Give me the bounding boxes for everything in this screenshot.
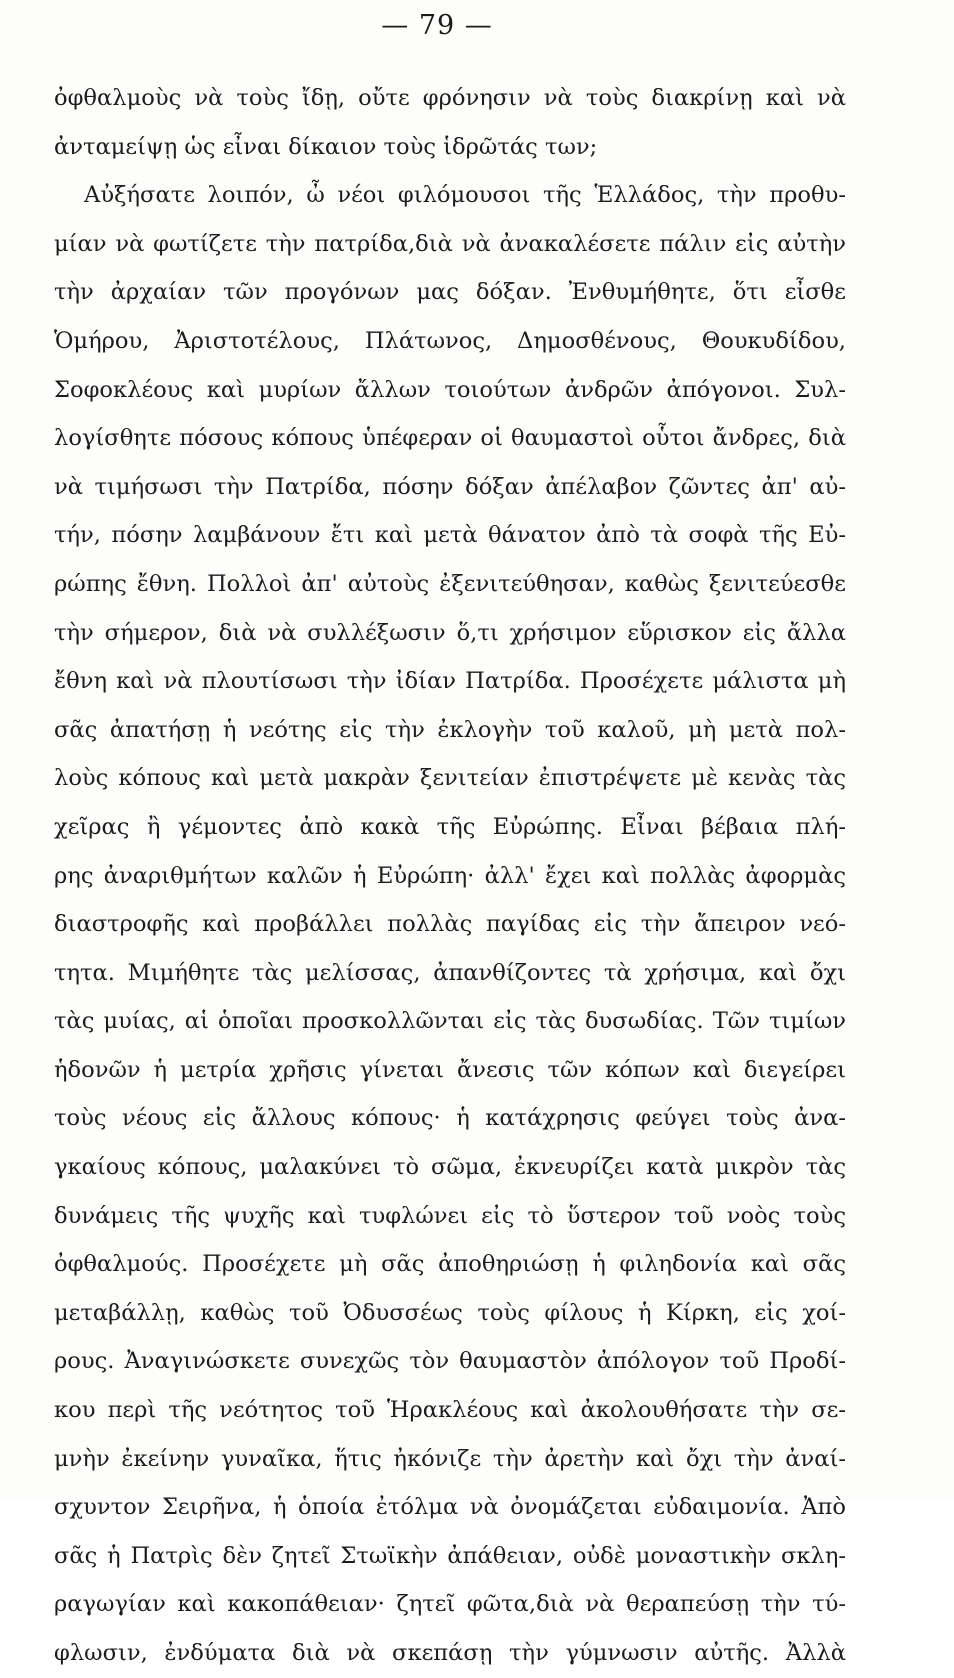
text-line: ρώπης ἔθνη. Πολλοὶ ἀπ' αὐτοὺς ἐξενιτεύθησαν, καθὼς ξενιτεύεσθε [54,570,846,597]
text-line: σᾶς ἀπατήσῃ ἡ νεότης εἰς τὴν ἐκλογὴν τοῦ καλοῦ, μὴ μετὰ πολ- [54,716,846,743]
text-line: σᾶς ἡ Πατρὶς δὲν ζητεῖ Στωϊκὴν ἀπάθειαν, οὐδὲ μοναστικὴν σκλη- [54,1542,846,1569]
text-line: φλωσιν, ἐνδύματα διὰ νὰ σκεπάσῃ τὴν γύμνωσιν αὐτῆς. Ἀλλὰ [54,1640,846,1666]
text-line: Αὐξήσατε λοιπόν, ὦ νέοι φιλόμουσοι τῆς Ἑλλάδος, τὴν προθυ- [84,182,846,209]
text-line: ἡδονῶν ἡ μετρία χρῆσις γίνεται ἄνεσις τῶν κόπων καὶ διεγείρει [54,1056,846,1083]
body-text [54,74,846,1678]
text-line: τήν, πόσην λαμβάνουν ἔτι καὶ μετὰ θάνατον ἀπὸ τὰ σοφὰ τῆς Εὐ- [54,522,846,549]
text-line: Σοφοκλέους καὶ μυρίων ἄλλων τοιούτων ἀνδρῶν ἀπόγονοι. Συλ- [54,376,846,403]
text-line: ραγωγίαν καὶ κακοπάθειαν· ζητεῖ φῶτα,διὰ νὰ θεραπεύσῃ τὴν τύ- [54,1591,846,1618]
text-line: τὴν ἀρχαίαν τῶν προγόνων μας δόξαν. Ἐνθυμήθητε, ὅτι εἶσθε [54,279,846,306]
text-line: τὴν σήμερον, διὰ νὰ συλλέξωσιν ὅ,τι χρήσιμον εὕρισκον εἰς ἄλλα [54,619,846,646]
text-line: μνὴν ἐκείνην γυναῖκα, ἥτις ἠκόνιζε τὴν ἀρετὴν καὶ ὄχι τὴν ἀναί- [54,1445,846,1472]
text-line: τοὺς νέους εἰς ἄλλους κόπους· ἡ κατάχρησις φεύγει τοὺς ἀνα- [54,1105,846,1132]
text-line: μεταβάλλῃ, καθὼς τοῦ Ὀδυσσέως τοὺς φίλους ἡ Κίρκη, εἰς χοί- [54,1299,846,1326]
text-line: ὀφθαλμούς. Προσέχετε μὴ σᾶς ἀποθηριώσῃ ἡ φιληδονία καὶ σᾶς [54,1251,846,1278]
text-line: ὀφθαλμοὺς νὰ τοὺς ἴδῃ, οὔτε φρόνησιν νὰ τοὺς διακρίνῃ καὶ νὰ [54,85,846,111]
text-line: ρης ἀναριθμήτων καλῶν ἡ Εὐρώπη· ἀλλ' ἔχει καὶ πολλὰς ἀφορμὰς [54,862,846,889]
text-line: τητα. Μιμήθητε τὰς μελίσσας, ἀπανθίζοντες τὰ χρήσιμα, καὶ ὄχι [54,959,846,986]
text-line: ἀνταμείψῃ ὡς εἶναι δίκαιον τοὺς ἱδρῶτάς των; [54,133,598,160]
text-line: σχυντον Σειρῆνα, ἡ ὁποία ἐτόλμα νὰ ὀνομάζεται εὐδαιμονία. Ἀπὸ [54,1494,846,1521]
text-line: χεῖρας ἢ γέμοντες ἀπὸ κακὰ τῆς Εὐρώπης. Εἶναι βέβαια πλή- [54,813,846,840]
text-line: μίαν νὰ φωτίζετε τὴν πατρίδα,διὰ νὰ ἀνακαλέσετε πάλιν εἰς αὐτὴν [54,230,846,257]
page-number: — 79 — [381,10,493,41]
text-line: δυνάμεις τῆς ψυχῆς καὶ τυφλώνει εἰς τὸ ὕστερον τοῦ νοὸς τοὺς [54,1202,846,1229]
text-line: γκαίους κόπους, μαλακύνει τὸ σῶμα, ἐκνευρίζει κατὰ μικρὸν τὰς [54,1154,846,1181]
text-line: λογίσθητε πόσους κόπους ὑπέφεραν οἱ θαυμαστοὶ οὗτοι ἄνδρες, διὰ [54,425,846,452]
text-line: ρους. Ἀναγινώσκετε συνεχῶς τὸν θαυμαστὸν ἀπόλογον τοῦ Προδί- [54,1348,846,1375]
text-line: ἔθνη καὶ νὰ πλουτίσωσι τὴν ἰδίαν Πατρίδα. Προσέχετε μάλιστα μὴ [54,668,846,695]
text-line: Ὁμήρου, Ἀριστοτέλους, Πλάτωνος, Δημοσθένους, Θουκυδίδου, [54,327,846,354]
text-line: διαστροφῆς καὶ προβάλλει πολλὰς παγίδας εἰς τὴν ἄπειρον νεό- [54,911,846,938]
text-line: τὰς μυίας, αἱ ὁποῖαι προσκολλῶνται εἰς τὰς δυσωδίας. Τῶν τιμίων [54,1008,846,1035]
text-line: νὰ τιμήσωσι τὴν Πατρίδα, πόσην δόξαν ἀπέλαβον ζῶντες ἀπ' αὐ- [54,473,846,500]
text-line: κου περὶ τῆς νεότητος τοῦ Ἡρακλέους καὶ ἀκολουθήσατε τὴν σε- [54,1397,846,1424]
text-line: λοὺς κόπους καὶ μετὰ μακρὰν ξενιτείαν ἐπιστρέψετε μὲ κενὰς τὰς [54,765,846,792]
